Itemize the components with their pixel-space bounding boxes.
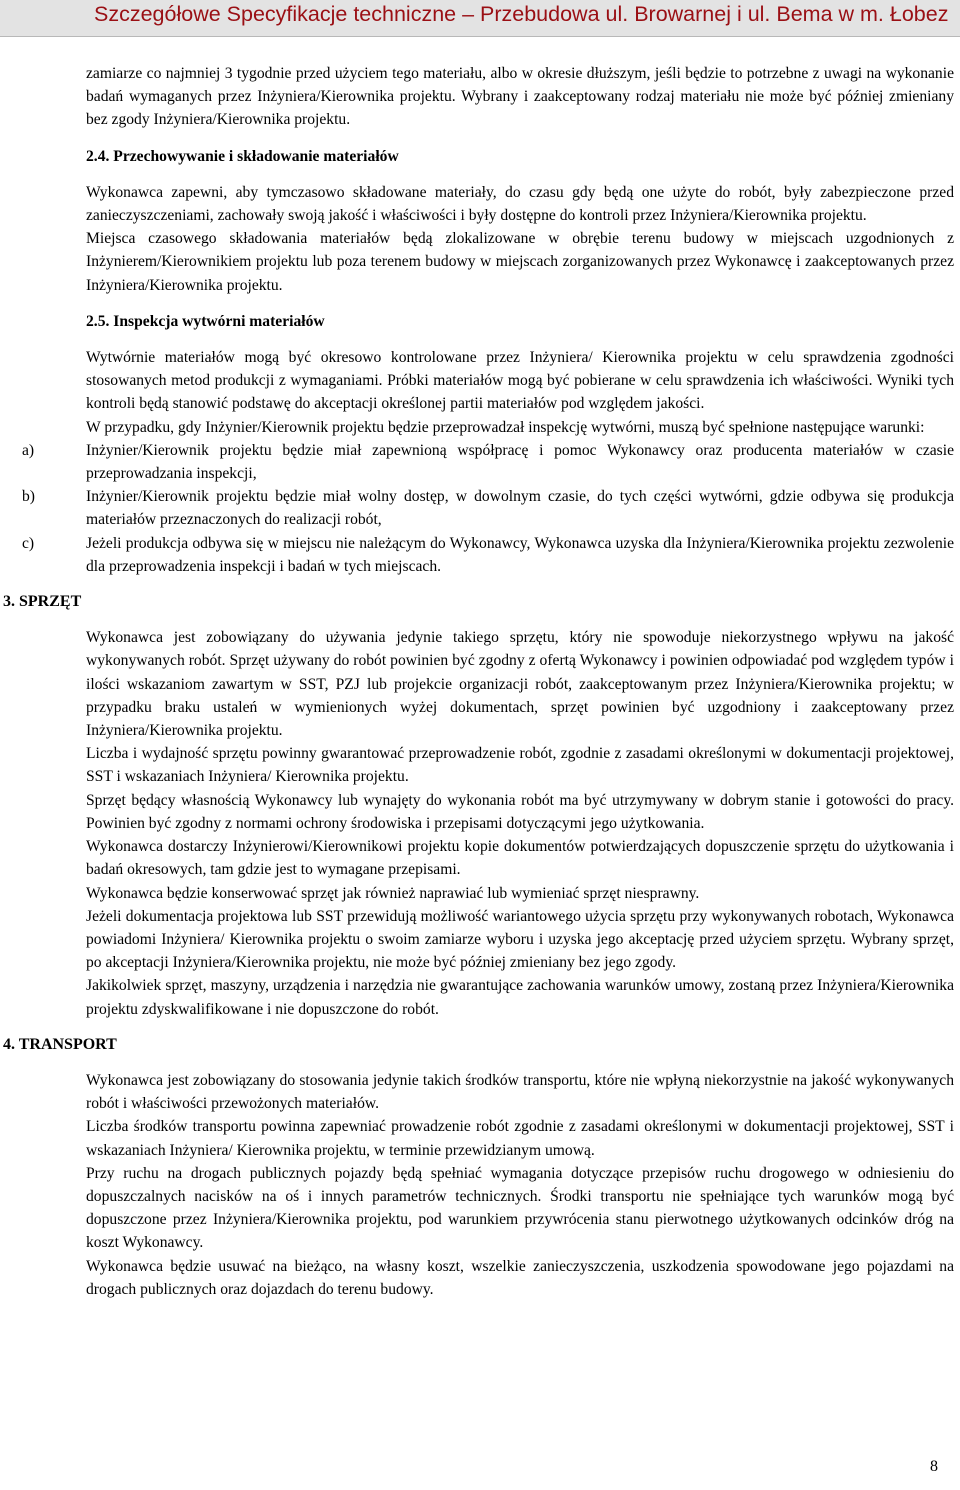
list-marker: c) xyxy=(22,534,35,552)
section-3-paragraph: Wykonawca dostarczy Inżynierowi/Kierownikowi projektu kopie dokumentów potwierdzających dopuszczenie sprzętu do użytkowania i badań okresowych, tam gdzie jest to wymagane przepisami. xyxy=(86,838,954,879)
section-3-paragraph: Sprzęt będący własnością Wykonawcy lub wynajęty do wykonania robót ma być utrzymywany w dobrym stanie i gotowości do pracy. Powinien być zgodny z normami ochrony środowiska i przepisami dotyczącymi jego użytkowania. xyxy=(86,791,954,832)
page-number: 8 xyxy=(930,1458,938,1475)
list-item xyxy=(0,439,960,485)
list-marker: b) xyxy=(22,488,35,506)
list-item-text: Jeżeli produkcja odbywa się w miejscu nie należącym do Wykonawcy, Wykonawca uzyska dla Inżyniera/Kierownika projektu zezwolenie dla przeprowadzenia inspekcji i badań w tych miejscach. xyxy=(86,534,954,575)
section-4-paragraph: Przy ruchu na drogach publicznych pojazdy będą spełniać wymagania dotyczące przepisów ruchu drogowego w odniesieniu do dopuszczalnych nacisków na oś i innych parametrów technicznych. Środki transportu nie spełniające tych warunków mogą być dopuszczone przez Inżyniera/Kierownika projektu, pod warunkiem przywrócenia stanu pierwotnego użytkowanych odcinków dróg na koszt Wykonawcy. xyxy=(86,1164,954,1252)
list-item xyxy=(0,532,960,578)
section-2-4-paragraph: Miejsca czasowego składowania materiałów będą zlokalizowane w obrębie terenu budowy w miejscach uzgodnionych z Inżynierem/Kierownikiem projektu lub poza terenem budowy w miejscach zorganizowanych przez Wykonawcę i zaakceptowanych przez Inżyniera/Kierownika projektu. xyxy=(86,230,954,294)
section-2-5-paragraph: Wytwórnie materiałów mogą być okresowo kontrolowane przez Inżyniera/ Kierownika projektu w celu sprawdzenia zgodności stosowanych metod produkcji z wymaganiami. Próbki materiałów mogą być pobierane w celu sprawdzenia ich właściwości. Wyniki tych kontroli będą stanowić podstawę do akceptacji określonej partii materiałów pod względem jakości. xyxy=(86,349,954,413)
section-3-paragraph: Jeżeli dokumentacja projektowa lub SST przewidują możliwość wariantowego użycia sprzętu przy wykonywanych robotach, Wykonawca powiadomi Inżyniera/ Kierownika projektu o swoim zamiarze wyboru i uzyska jego akceptację przed użyciem sprzętu. Wybrany sprzęt, po akceptacji Inżyniera/Kierownika projektu, nie może być później zmieniany bez jego zgody. xyxy=(86,907,954,972)
section-4-heading: 4. TRANSPORT xyxy=(3,1035,117,1053)
section-3-paragraph: Wykonawca jest zobowiązany do używania jedynie takiego sprzętu, który nie spowoduje niekorzystnego wpływu na jakość wykonywanych robót. Sprzęt używany do robót powinien być zgodny z ofertą Wykonawcy i powinien odpowiadać pod względem typów i ilości wskazaniom zawartym w SST, PZJ lub projekcie organizacji robót, zaakceptowanym przez Inżyniera/Kierownika projektu; w przypadku braku ustaleń w wymienionych wyżej dokumentach, sprzęt powinien być uzgodniony i zaakceptowany przez Inżyniera/Kierownika projektu. xyxy=(86,629,954,740)
page-header xyxy=(0,0,960,37)
section-3-paragraph: Liczba i wydajność sprzętu powinny gwarantować przeprowadzenie robót, zgodnie z zasadami określonymi w dokumentacji projektowej, SST i wskazaniach Inżyniera/ Kierownika projektu. xyxy=(86,745,954,786)
page-body xyxy=(0,62,960,1301)
list-marker: a) xyxy=(22,441,35,459)
section-2-5-heading: 2.5. Inspekcja wytwórni materiałów xyxy=(86,312,325,330)
intro-paragraph: zamiarze co najmniej 3 tygodnie przed użyciem tego materiału, albo w okresie dłuższym, jeśli będzie to potrzebne z uwagi na wykonanie badań wymaganych przez Inżyniera/Kierownika projektu. Wybrany i zaakceptowany rodzaj materiału nie może być później zmieniany bez zgody Inżyniera/Kierownika projektu. xyxy=(86,65,954,129)
list-item xyxy=(0,485,960,531)
section-2-4-heading: 2.4. Przechowywanie i składowanie materiałów xyxy=(86,147,399,165)
list-item-text: Inżynier/Kierownik projektu będzie miał zapewnioną współpracę i pomoc Wykonawcy oraz producenta materiałów w czasie przeprowadzania inspekcji, xyxy=(86,441,954,483)
section-2-4-paragraph: Wykonawca zapewni, aby tymczasowo składowane materiały, do czasu gdy będą one użyte do robót, były zabezpieczone przed zanieczyszczeniami, zachowały swoją jakość i właściwości i były dostępne do kontroli przez Inżyniera/Kierownika projektu. xyxy=(86,183,954,225)
section-2-5-paragraph: W przypadku, gdy Inżynier/Kierownik projektu będzie przeprowadzał inspekcję wytwórni, muszą być spełnione następujące warunki: xyxy=(86,418,925,436)
section-4-paragraph: Liczba środków transportu powinna zapewniać prowadzenie robót zgodnie z zasadami określonymi w dokumentacji projektowej, SST i wskazaniach Inżyniera/ Kierownika projektu, w terminie przewidzianym umową. xyxy=(86,1118,954,1159)
section-4-paragraph: Wykonawca będzie usuwać na bieżąco, na własny koszt, wszelkie zanieczyszczenia, uszkodzenia spowodowane jego pojazdami na drogach publicznych oraz dojazdach do terenu budowy. xyxy=(86,1257,954,1298)
document-title: Szczegółowe Specyfikacje techniczne – Przebudowa ul. Browarnej i ul. Bema w m. Łobez xyxy=(94,2,949,26)
section-3-heading: 3. SPRZĘT xyxy=(3,593,82,611)
section-3-paragraph: Jakikolwiek sprzęt, maszyny, urządzenia i narzędzia nie gwarantujące zachowania warunków umowy, zostaną przez Inżyniera/Kierownika projektu zdyskwalifikowane i nie dopuszczone do robót. xyxy=(86,977,954,1018)
section-4-paragraph: Wykonawca jest zobowiązany do stosowania jedynie takich środków transportu, które nie wpłyną niekorzystnie na jakość wykonywanych robót i właściwości przewożonych materiałów. xyxy=(86,1071,954,1113)
section-3-paragraph: Wykonawca będzie konserwować sprzęt jak również naprawiać lub wymieniać sprzęt niesprawny. xyxy=(86,884,700,902)
list-item-text: Inżynier/Kierownik projektu będzie miał wolny dostęp, w dowolnym czasie, do tych części wytwórni, gdzie odbywa się produkcja materiałów przeznaczonych do realizacji robót, xyxy=(86,488,954,529)
